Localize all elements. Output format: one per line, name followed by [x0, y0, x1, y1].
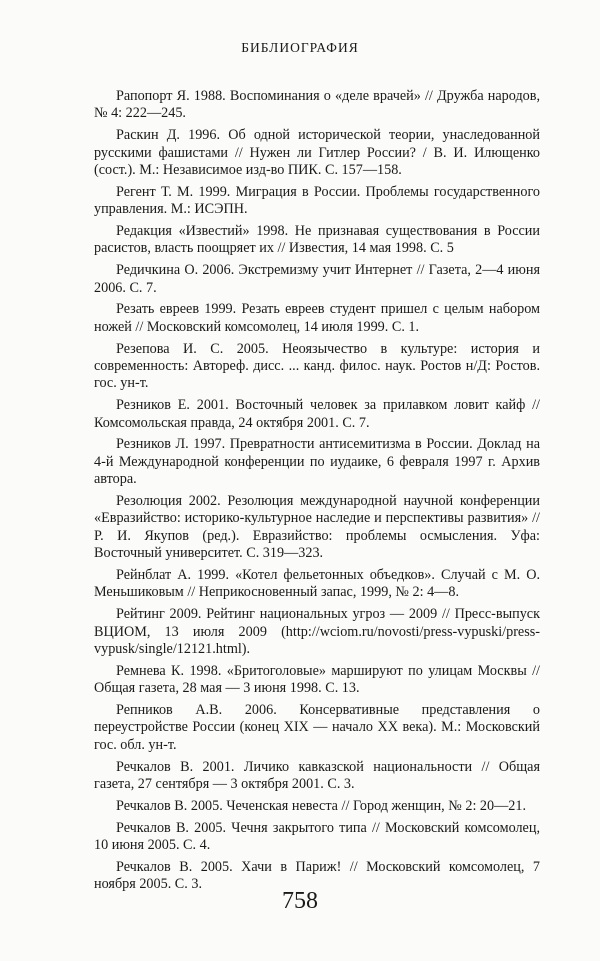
bibliography-entry: Редичкина О. 2006. Экстремизму учит Интернет // Газета, 2—4 июня 2006. С. 7. [94, 262, 540, 296]
bibliography-entry: Раскин Д. 1996. Об одной исторической теории, унаследованной русскими фашистами // Нужен ли Гитлер России? / В. И. Илющенко (сост.). М.: Независимое изд-во ПИК. С. 157—158. [94, 127, 540, 179]
page-number: 758 [282, 888, 318, 914]
bibliography-entry: Резать евреев 1999. Резать евреев студент пришел с целым набором ножей // Московский комсомолец, 14 июля 1999. С. 1. [94, 301, 540, 335]
bibliography-entry: Речкалов В. 2005. Чеченская невеста // Город женщин, № 2: 20—21. [116, 797, 527, 814]
bibliography-entry: Редакция «Известий» 1998. Не признавая существования в России расистов, власть поощряет их // Известия, 14 мая 1998. С. 5 [94, 223, 540, 257]
bibliography-entry: Резолюция 2002. Резолюция международной научной конференции «Евразийство: историко-культурное наследие и перспективы развития» // Р. И. Якупов (ред.). Евразийство: проблемы осмысления. Уфа: Восточный университет. С. 319—323. [94, 493, 540, 562]
bibliography-entry: Речкалов В. 2005. Хачи в Париж! // Московский комсомолец, 7 ноября 2005. С. 3. [94, 858, 540, 893]
bibliography-entry: Рапопорт Я. 1988. Воспоминания о «деле врачей» // Дружба народов, № 4: 222—245. [94, 88, 540, 122]
bibliography-entry: Резников Е. 2001. Восточный человек за прилавком ловит кайф // Комсомольская правда, 24 октября 2001. С. 7. [94, 397, 540, 431]
bibliography-entry: Речкалов В. 2001. Личико кавказской национальности // Общая газета, 27 сентября — 3 октября 2001. С. 3. [94, 758, 540, 793]
bibliography-entry: Репников А.В. 2006. Консервативные представления о переустройстве России (конец XIX — начало XX века). М.: Московский гос. обл. ун-т. [94, 702, 540, 753]
bibliography-entry: Регент Т. М. 1999. Миграция в России. Проблемы государственного управления. М.: ИСЭПН. [94, 183, 540, 218]
bibliography-entry: Резников Л. 1997. Превратности антисемитизма в России. Доклад на 4-й Международной конференции по иудаике, 6 февраля 1997 г. Архив автора. [94, 436, 540, 488]
bibliography-entry: Резепова И. С. 2005. Неоязычество в культуре: история и современность: Автореф. дисс. ... канд. филос. наук. Ростов н/Д: Ростов. гос. ун-т. [94, 340, 540, 392]
bibliography-entry: Речкалов В. 2005. Чечня закрытого типа // Московский комсомолец, 10 июня 2005. С. 4. [94, 819, 540, 854]
bibliography-list [94, 88, 540, 898]
bibliography-entry: Рейнблат А. 1999. «Котел фельетонных объедков». Случай с М. О. Меньшиковым // Неприкосновенный запас, 1999, № 2: 4—8. [94, 567, 540, 601]
running-title: БИБЛИОГРАФИЯ [241, 40, 359, 55]
bibliography-entry: Рейтинг 2009. Рейтинг национальных угроз — 2009 // Пресс-выпуск ВЦИОМ, 13 июля 2009 (http://wciom.ru/novosti/press-vypuski/press-vypusk/single/12121.html). [94, 606, 540, 658]
bibliography-entry: Ремнева К. 1998. «Бритоголовые» маршируют по улицам Москвы // Общая газета, 28 мая — 3 июня 1998. С. 13. [94, 662, 540, 697]
